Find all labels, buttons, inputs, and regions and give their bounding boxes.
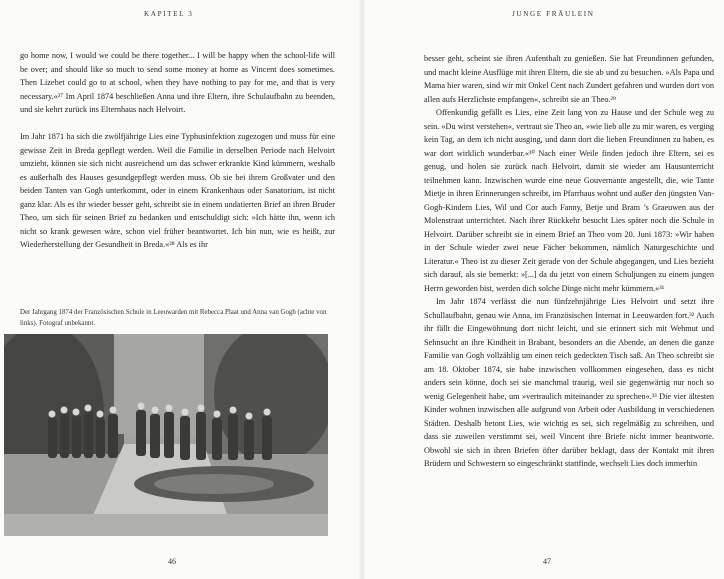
right-body-text <box>424 52 714 471</box>
photo-image <box>4 334 328 536</box>
running-head-left: KAPITEL 3 <box>144 10 194 18</box>
historic-group-photo <box>4 334 328 536</box>
paragraph: Im Jahr 1871 ha sich die zwölfjährige Lies eine Typhusinfektion zugezogen und muss für eine gewisse Zeit in Breda gepflegt werden. Weil die Familie in derselben Periode nach Helvoirt umzieht, können sie sich nicht ausreichend um das schwer erkrankte Kind kümmern, weshalb es außerhalb des Hauses gesundgepflegt werden muss. Ob sie bei ihrem Großvater und den beiden Tanten van Gogh unterkommt, oder in einem Krankenhaus oder Sanatorium, ist nicht ganz klar. Als es ihr wieder besser geht, schreibt sie in einem undatierten Brief an ihren Bruder Theo, um sich für seinen Brief zu bedanken und entschuldigt sich: »Ich hätte ihn, wenn ich nicht so krank gewesen wäre, schon viel früher beantwortet. Ich bin nun, wie es heißt, zur Wiederherstellung der Gesundheit in Breda.«²⁸ Als es ihr <box>20 132 335 249</box>
page-number-right: 47 <box>543 557 551 566</box>
paragraph: besser geht, scheint sie ihren Aufenthalt zu genießen. Sie hat Freundinnen gefunden, und macht kleine Ausflüge mit ihren Eltern, die sie ab und zu besuchen. »Als Papa und Mama hier waren, sind wir mit Onkel Cent nach Zundert gefahren und wurden dort von allen aufs Herzlichste empfangen«, schreibt sie an Theo.²⁹ <box>424 54 714 104</box>
running-head-right: JUNGE FRÄULEIN <box>512 10 595 18</box>
page-number-left: 46 <box>168 557 176 566</box>
right-page <box>362 0 724 579</box>
photo-caption: Der Jahrgang 1874 der Französischen Schule in Leeuwarden mit Rebecca Plaat und Anna van Gogh (achte von links). Fotograf unbekannt. <box>20 309 327 327</box>
left-body-text <box>20 49 335 252</box>
paragraph: Im Jahr 1874 verlässt die nun fünfzehnjährige Lies Helvoirt und setzt ihre Schullaufbahn, genau wie Anna, im Französischen Internat in Leeuwarden fort.³² Auch ihr fällt die Eingewöhnung dort nicht leicht, und sie erinnert sich mit Wehmut und Sehnsucht an ihre Kindheit in Brabant, besonders an die Abende, an denen die ganze Familie van Gogh vollzählig um einen reich gedeckten Tisch saß. An Theo schreibt sie am 18. Oktober 1874, sie habe inzwischen vollkommen eingesehen, dass es nicht anders sein könne, doch sei sie manchmal traurig, weil sie gegenwärtig nur noch so wenig Gelegenheit habe, um »vertraulich miteinander zu sprechen«.³³ Die vier ältesten Kinder wohnen inzwischen alle aufgrund von Arbeit oder Ausbildung in verschiedenen Städten. Deshalb betont Lies, wie wichtig es sei, sich regelmäßig zu schreiben, und dass sie zuweilen verstimmt sei, weil Vincent ihre Briefe nicht immer beantworte. Obwohl sie sich in ihren Briefen öfter darüber beklagt, dass der Kontakt mit ihren Brüdern und Schwestern so eingeschränkt stattfinde, wechselt Lies doch immerhin <box>424 297 714 468</box>
paragraph: go home now, I would we could be there together... I will be happy when the school-life will be over; and should like so much to send some money at home as Vincent does sometimes. Then Lizebet could go to at school, when they have nothing to pay for me, and that is very necessary.«²⁷ Im April 1874 beschließen Anna und ihre Eltern, ihre Schulaufbahn zu beenden, und sie kehrt zurück ins Elternhaus nach Helvoirt. <box>20 51 335 114</box>
paragraph: Offenkundig gefällt es Lies, eine Zeit lang von zu Hause und der Schule weg zu sein. »Du wirst verstehen«, vertraut sie Theo an, »wie lieb alle zu mir waren, es verging kein Tag, an dem ich nicht ausging, und dann dort die lieben Freundinnen zu haben, es war dort wirklich wunderbar.«³⁰ Nach einer Weile finden jedoch ihre Eltern, sei es genug, und holen sie zurück nach Helvoirt, damit sie wieder am Hausunterricht teilnehmen kann. Inzwischen wurde eine neue Gouvernante angestellt, die, wie Tante Mietje in ihren Erinnerungen schreibt, im Pfarrhaus wohnt und außer den jüngsten Van-Gogh-Kindern Lies, Wil und Cor auch Fanny, Betje und Bram ’s Graeuwen aus der Molenstraat unterrichtet. Nach ihrer Rückkehr besucht Lies später noch die Schule in Helvoirt. Darüber schreibt sie in einem Brief an Theo vom 20. Juni 1873: »Wir haben in der Schule wieder zwei neue Fächer bekommen, nämlich Naturgeschichte und Literatur.« Theo ist zu dieser Zeit gerade von der Schule abgegangen, und Lies bezieht sich darauf, als sie bemerkt: »[...] da du jetzt von einem Schuljungen zu einem jungen Herrn geworden bist, werden dich solche Dinge nicht mehr kümmern.«³¹ <box>424 108 714 293</box>
